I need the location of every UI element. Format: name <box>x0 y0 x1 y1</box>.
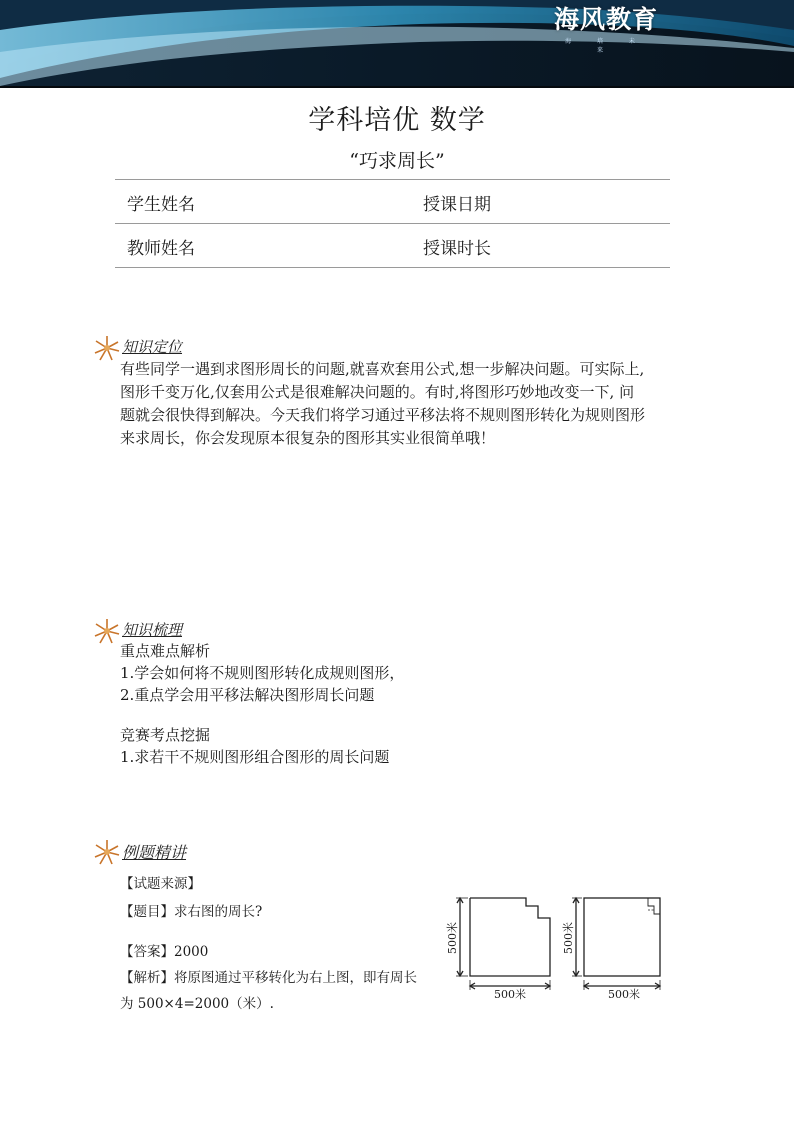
height-dimension-label: 500米 <box>446 922 459 954</box>
star-burst-icon <box>92 334 122 362</box>
brand-logo-text: 海风教育 <box>553 5 658 34</box>
header-banner <box>0 0 794 88</box>
info-row-2 <box>115 223 670 268</box>
star-burst-icon <box>92 617 122 645</box>
example-analysis: 【解析】将原图通过平移转化为右上图，即有周长 <box>120 970 417 986</box>
info-row-1 <box>115 179 670 223</box>
section-heading-text: 例题精讲 <box>122 843 187 862</box>
width-dimension-label: 500米 <box>608 988 640 1001</box>
example-question: 【题目】求右图的周长? <box>120 904 263 920</box>
contest-points-title: 竞赛考点挖掘 <box>120 726 211 744</box>
paragraph-line: 来求周长，你会发现原本很复杂的图形其实业很简单哦！ <box>120 429 496 447</box>
key-points-list <box>120 640 404 706</box>
contest-points-list <box>120 724 389 768</box>
list-item: 1.求若干不规则图形组合图形的周长问题 <box>120 748 390 766</box>
paragraph-line: 图形千变万化,仅套用公式是很难解决问题的。有时,将图形巧妙地改变一下, 问 <box>120 383 635 401</box>
figure-transformed-shape <box>564 892 764 1004</box>
list-item: 2.重点学会用平移法解决图形周长问题 <box>120 686 375 704</box>
lesson-date-label: 授课日期 <box>423 195 491 215</box>
width-dimension-label: 500米 <box>494 988 526 1001</box>
key-points-title: 重点难点解析 <box>120 642 211 660</box>
banner-graphic <box>0 0 794 88</box>
brand-slogan: 海 培 未 来 <box>565 38 647 54</box>
info-table <box>115 179 670 268</box>
paragraph-line: 题就会很快得到解决。今天我们将学习通过平移法将不规则图形转化为规则图形 <box>120 406 646 424</box>
teacher-name-label: 教师姓名 <box>127 239 195 259</box>
list-item: 1.学会如何将不规则图形转化成规则图形， <box>120 664 405 682</box>
section-heading-text: 知识定位 <box>122 338 183 356</box>
example-answer: 【答案】2000 <box>120 944 209 960</box>
section-heading-text: 知识梳理 <box>122 621 183 639</box>
example-source: 【试题来源】 <box>120 876 201 892</box>
height-dimension-label: 500米 <box>562 922 575 954</box>
brand-logo <box>540 5 672 54</box>
paragraph-line: 有些同学一遇到求图形周长的问题,就喜欢套用公式,想一步解决问题。可实际上, <box>120 360 645 378</box>
positioning-paragraph <box>120 358 680 450</box>
example-analysis-cont: 为 500×4=2000（米）. <box>120 996 274 1012</box>
section-heading-examples <box>92 838 292 866</box>
student-name-label: 学生姓名 <box>127 195 195 215</box>
star-burst-icon <box>92 838 122 866</box>
lesson-duration-label: 授课时长 <box>423 239 491 259</box>
page-subtitle: “巧求周长” <box>349 150 445 172</box>
page-title: 学科培优 数学 <box>308 105 486 136</box>
